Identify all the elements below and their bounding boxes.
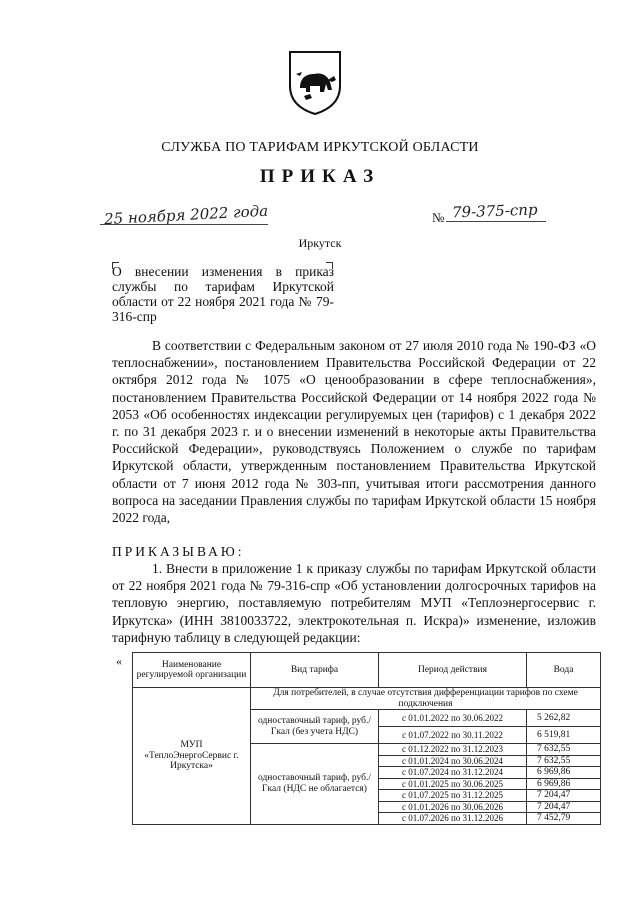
order-subject: О внесении изменения в приказ службы по тарифам Иркутской области от 22 ноября 2021 года № 79-316-спр bbox=[112, 264, 334, 324]
tariff-type-cell: одноставочный тариф, руб./Гкал (НДС не облагается) bbox=[251, 744, 379, 825]
handwritten-date: 25 ноября 2022 года bbox=[103, 201, 269, 229]
water-value-cell: 7 204,47 bbox=[527, 790, 601, 802]
water-value-cell: 7 204,47 bbox=[527, 801, 601, 813]
date-underline bbox=[100, 224, 268, 225]
water-value-cell: 6 519,81 bbox=[527, 727, 601, 744]
period-cell: с 01.01.2022 по 30.06.2022 bbox=[379, 710, 527, 727]
table-header-row bbox=[133, 653, 601, 688]
water-value-cell: 6 969,86 bbox=[527, 767, 601, 779]
water-value-cell: 5 262,82 bbox=[527, 710, 601, 727]
number-label: № bbox=[432, 210, 445, 225]
handwritten-order-number: 79-375-спр bbox=[451, 200, 538, 222]
period-cell: с 01.07.2025 по 31.12.2025 bbox=[379, 790, 527, 802]
coat-of-arms-emblem bbox=[288, 50, 342, 116]
order-item-1: 1. Внести в приложение 1 к приказу службы по тарифам Иркутской области от 22 ноября 2021 года № 79-316-спр «Об установлении долгосрочных тарифов на тепловую энергию, поставляемую потребителям МУП «Теплоэнергосервис г. Иркутска» (ИНН 3810033722, электрокотельная п. Искра)» изменение, изложив тарифную таблицу в следующей редакции: bbox=[112, 561, 596, 645]
number-underline bbox=[446, 221, 546, 222]
table-row bbox=[133, 688, 601, 710]
water-value-cell: 6 969,86 bbox=[527, 778, 601, 790]
period-cell: с 01.01.2026 по 30.06.2026 bbox=[379, 801, 527, 813]
water-value-cell: 7 452,79 bbox=[527, 813, 601, 825]
preamble-paragraph: В соответствии с Федеральным законом от 27 июля 2010 года № 190-ФЗ «О теплоснабжении», постановлением Правительства Российской Федерации от 22 октября 2012 года № 1075 «О ценообразовании в сфере теплоснабжения», постановлением Правительства Российской Федерации от 14 ноября 2022 года № 2053 «Об особенностях индексации регулируемых цен (тарифов) с 1 декабря 2022 г. по 31 декабря 2023 г. и о внесении изменений в некоторые акты Правительства Российской Федерации», руководствуясь Положением о службе по тарифам Иркутской области, утвержденным постановлением Правительства Иркутской области от 7 июня 2012 года № 303-пп, учитывая итоги рассмотрения данного вопроса на заседании Правления службы по тарифам Иркутской области 15 ноября 2022 года, bbox=[112, 338, 596, 526]
table-opening-quote: « bbox=[116, 654, 122, 668]
preamble-block bbox=[112, 337, 596, 526]
agency-name: СЛУЖБА ПО ТАРИФАМ ИРКУТСКОЙ ОБЛАСТИ bbox=[161, 140, 479, 155]
tariff-type-cell: одноставочный тариф, руб./Гкал (без учета НДС) bbox=[251, 710, 379, 744]
header-organization: Наименование регулируемой организации bbox=[133, 653, 251, 688]
city-name: Иркутск bbox=[298, 236, 342, 250]
water-value-cell: 7 632,55 bbox=[527, 744, 601, 756]
period-cell: с 01.07.2022 по 30.11.2022 bbox=[379, 727, 527, 744]
period-cell: с 01.07.2026 по 31.12.2026 bbox=[379, 813, 527, 825]
header-tariff-type: Вид тарифа bbox=[251, 653, 379, 688]
order-word: ПРИКАЗЫВАЮ: bbox=[112, 544, 245, 559]
document-type-title: ПРИКАЗ bbox=[259, 166, 381, 187]
organization-cell: МУП «ТеплоЭнергоСервис г. Иркутска» bbox=[133, 688, 251, 825]
period-cell: с 01.12.2022 по 31.12.2023 bbox=[379, 744, 527, 756]
consumers-note-cell: Для потребителей, в случае отсутствия дифференциации тарифов по схеме подключения bbox=[251, 688, 601, 710]
header-period: Период действия bbox=[379, 653, 527, 688]
period-cell: с 01.01.2024 по 30.06.2024 bbox=[379, 755, 527, 767]
tariff-table bbox=[132, 652, 601, 825]
period-cell: с 01.01.2025 по 30.06.2025 bbox=[379, 778, 527, 790]
water-value-cell: 7 632,55 bbox=[527, 755, 601, 767]
period-cell: с 01.07.2024 по 31.12.2024 bbox=[379, 767, 527, 779]
header-water: Вода bbox=[527, 653, 601, 688]
